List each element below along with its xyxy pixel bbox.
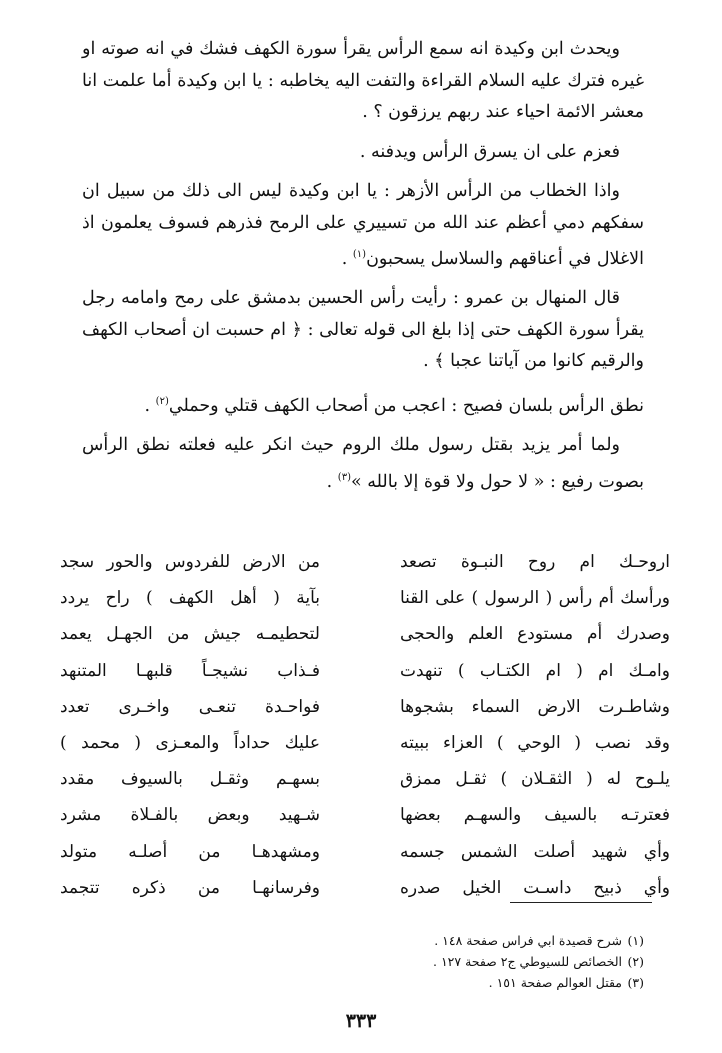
poem-first-hemistich: وشاطـرت الارض السماء بشجوها [400, 696, 670, 717]
poem-couplet [60, 580, 670, 616]
footnote-ref: (٣) [337, 471, 351, 483]
paragraph-3: واذا الخطاب من الرأس الأزهر : يا ابن وكيدة ليس الى ذلك من سبيل ان سفكهم دمي أعظم عند الله من تسييري على الرمح فذرهم فسوف يعلمون اذ الاغلال في أعناقهم والسلاسل يسحبون$^{(١)}$ . [82, 181, 644, 269]
footnote-ref: (١) [352, 249, 367, 260]
footnote [264, 972, 644, 993]
footnote-ref: (٢) [155, 395, 169, 407]
poem-first-hemistich: وامـك ام ( ام الكتـاب ) تنهدت [400, 660, 670, 681]
footnote-number: (١) [627, 933, 644, 948]
poem-second-hemistich: عليك حداداً والمعـزى ( محمد ) [60, 732, 320, 753]
poem-couplet [60, 653, 670, 689]
paragraph-6: ولما أمر يزيد بقتل رسول ملك الروم حيث انكر عليه فعلته نطق الرأس بصوت رفيع : « لا حول ولا قوة إلا بالله »$^{(٣)}$ . [82, 435, 644, 492]
footnote-number: (٣) [627, 975, 644, 990]
footnotes [264, 930, 644, 993]
prose-section [82, 34, 644, 506]
poem-couplet [60, 725, 670, 761]
poem-couplet [60, 616, 670, 652]
poem-first-hemistich: فعترتـه بالسيف والسهـم بعضها [400, 805, 670, 826]
paragraph-5: نطق الرأس بلسان فصيح : اعجب من أصحاب الكهف قتلي وحملي$^{(٢)}$ . [144, 395, 644, 416]
footnote [264, 951, 644, 972]
footnote-text: شرح قصيدة ابي فراس صفحة ١٤٨ . [434, 933, 622, 948]
footnote-number: (٢) [627, 954, 644, 969]
poem-second-hemistich: من الارض للفردوس والحور سجد [60, 552, 320, 572]
poem [60, 544, 670, 906]
poem-first-hemistich: وصدرك أم مستودع العلم والحجى [400, 624, 670, 645]
footnote-text: الخصائص للسيوطي ج٢ صفحة ١٢٧ . [433, 954, 622, 969]
poem-couplet [60, 544, 670, 580]
poem-first-hemistich: وقد نصب ( الوحي ) العزاء ببيته [400, 732, 670, 753]
poem-second-hemistich: لتحطيمـه جيش من الجهـل يعمد [60, 624, 320, 645]
poem-first-hemistich: وأي شهيد أصلت الشمس جسمه [400, 841, 670, 862]
poem-second-hemistich: وفرسانهـا من ذكره تتجمد [60, 877, 320, 898]
poem-couplet [60, 761, 670, 797]
poem-second-hemistich: فـذاب نشيجـاً قلبهـا المتنهد [60, 660, 320, 681]
poem-first-hemistich: ورأسك أم رأس ( الرسول ) على القنا [400, 588, 670, 609]
poem-second-hemistich: فواحـدة تنعـى واخـرى تعدد [60, 696, 320, 717]
poem-second-hemistich: شـهيد وبعض بالفـلاة مشرد [60, 805, 320, 826]
poem-second-hemistich: بآية ( أهل الكهف ) راح يردد [60, 588, 320, 609]
paragraph-1: ويحدث ابن وكيدة انه سمع الرأس يقرأ سورة الكهف فشك في انه صوته او غيره فترك عليه السلام القراءة والتفت اليه يخاطبه : يا ابن وكيدة أما علمت انا معشر الائمة احياء عند ربهم يرزقون ؟ . [82, 39, 644, 122]
poem-second-hemistich: بسهـم وثقـل بالسيوف مقدد [60, 769, 320, 790]
poem-couplet [60, 870, 670, 906]
page-number: ٣٣٣ [345, 1010, 377, 1032]
footnote-text: مقتل العوالم صفحة ١٥١ . [488, 975, 622, 990]
poem-couplet [60, 834, 670, 870]
footnote-divider [510, 902, 652, 903]
paragraph-2: فعزم على ان يسرق الرأس ويدفنه . [359, 141, 620, 162]
poem-first-hemistich: يلـوح له ( الثقـلان ) ثقـل ممزق [400, 769, 670, 790]
paragraph-4: قال المنهال بن عمرو : رأيت رأس الحسين بدمشق على رمح وامامه رجل يقرأ سورة الكهف حتى إذا بلغ الى قوله تعالى : ﴿ ام حسبت ان أصحاب الكهف والرقيم كانوا من آياتنا عجبا ﴾ . [82, 288, 644, 372]
poem-couplet [60, 797, 670, 833]
poem-first-hemistich: اروحـك ام روح النبـوة تصعد [400, 552, 670, 572]
poem-second-hemistich: ومشهدهـا من أصلـه متولد [60, 841, 320, 862]
poem-couplet [60, 689, 670, 725]
footnote [264, 930, 644, 951]
poem-first-hemistich: وأي ذبيح داسـت الخيل صدره [400, 877, 670, 898]
